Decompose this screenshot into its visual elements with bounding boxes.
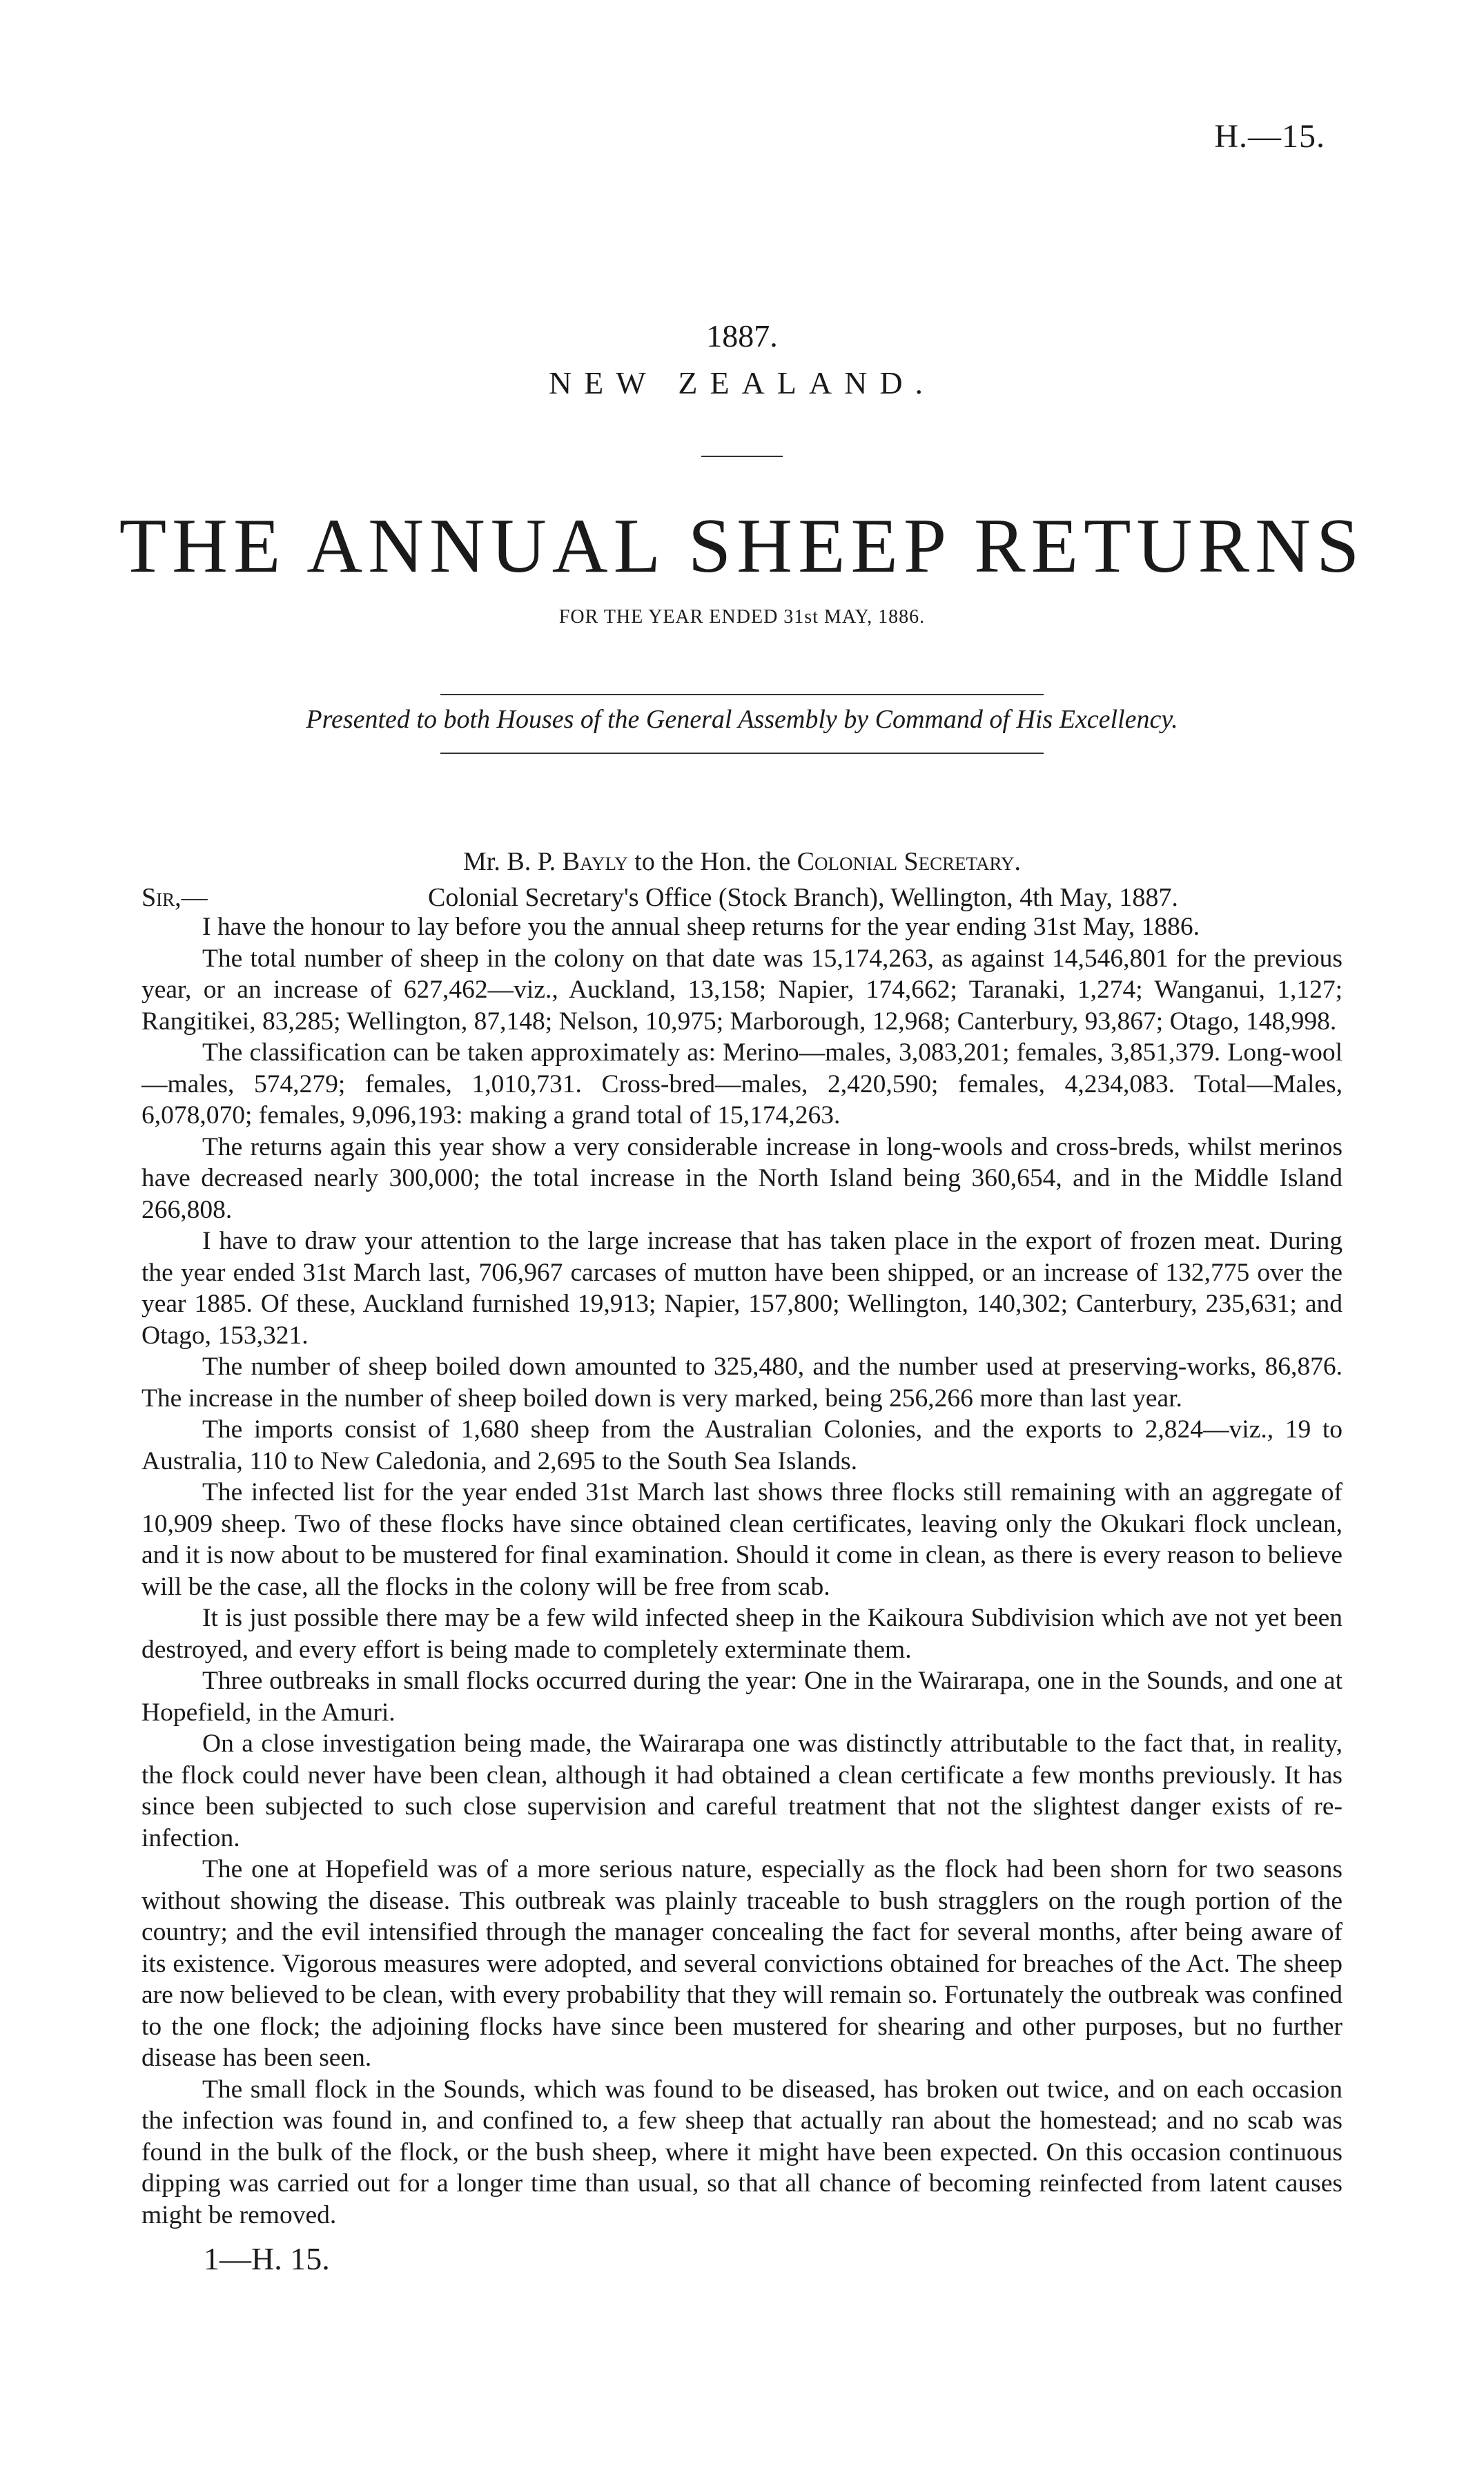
letter-from-prefix: Mr. B. P.: [463, 847, 563, 876]
paragraph: The classification can be taken approximately as: Merino—males, 3,083,201; females, 3,851,379. Long-wool—males, 574,279; females, 1,010,731. Cross-bred—males, 2,420,590; females, 4,234,083. Total—Males, 6,078,070; females, 9,096,193: making a grand total of 15,174,263.: [141, 1038, 1343, 1130]
salutation: Sir,—: [141, 883, 208, 912]
paragraph: Three outbreaks in small flocks occurred during the year: One in the Wairarapa, one in the Sounds, and one at Hopefield, in the Amuri.: [141, 1667, 1343, 1727]
paragraph: I have to draw your attention to the large increase that has taken place in the export of frozen meat. During the year ended 31st March last, 706,967 carcases of mutton have been shipped, or an increase of 132,775 over the year 1885. Of these, Auckland furnished 19,913; Napier, 157,800; Wellington, 140,302; Canterbury, 235,631; and Otago, 153,321.: [141, 1227, 1343, 1350]
letter-from-name: Bayly: [562, 847, 628, 876]
paragraph: The returns again this year show a very considerable increase in long-wools and cross-breds, whilst merinos have decreased nearly 300,000; the total increase in the North Island being 360,654, and in the Middle Island 266,808.: [141, 1132, 1343, 1224]
paragraph: The imports consist of 1,680 sheep from the Australian Colonies, and the exports to 2,824—viz., 19 to Australia, 110 to New Caledonia, and 2,695 to the South Sea Islands.: [141, 1415, 1343, 1475]
document-reference: H.—15.: [1214, 118, 1325, 155]
letter-to-prefix: to the Hon. the: [627, 847, 797, 876]
paragraph: It is just possible there may be a few wild infected sheep in the Kaikoura Subdivision which ave not yet been destroyed, and every effort is being made to completely exterminate them.: [141, 1604, 1343, 1664]
letter-to-name: Colonial Secretary: [797, 847, 1015, 876]
letter-heading: [0, 846, 1484, 877]
paragraph: On a close investigation being made, the Wairarapa one was distinctly attributable to the fact that, in reality, the flock could never have been clean, although it had obtained a clean certificate a few months previously. It has since been subjected to such close supervision and careful treatment that not the slightest danger exists of re-infection.: [141, 1729, 1343, 1852]
document-year: 1887.: [706, 318, 778, 353]
short-divider: [701, 456, 783, 457]
letter-address: Colonial Secretary's Office (Stock Branch), Wellington, 4th May, 1887.: [428, 883, 1178, 912]
presented-note: Presented to both Houses of the General Assembly by Command of His Excellency.: [306, 705, 1178, 734]
upper-divider: [440, 694, 1044, 695]
paragraph: The infected list for the year ended 31st March last shows three flocks still remaining with an aggregate of 10,909 sheep. Two of these flocks have since obtained clean certificates, leaving only the Okukari flock unclean, and it is now about to be mustered for final examination. Should it come in clean, as there is every reason to believe will be the case, all the flocks in the colony will be free from scab.: [141, 1478, 1343, 1601]
document-subtitle: FOR THE YEAR ENDED 31st MAY, 1886.: [558, 606, 926, 628]
paragraph: The small flock in the Sounds, which was found to be diseased, has broken out twice, and on each occasion the infection was found in, and confined to, a few sheep that actually ran about the homestead; and no scab was found in the bulk of the flock, or the bush sheep, where it might have been expected. On this occasion continuous dipping was carried out for a longer time than usual, so that all chance of becoming reinfected from latent causes might be removed.: [141, 2075, 1343, 2229]
paragraph: The one at Hopefield was of a more serious nature, especially as the flock had been shorn for two seasons without showing the disease. This outbreak was plainly traceable to bush stragglers on the rough portion of the country; and the evil intensified through the manager concealing the fact for several months, after being aware of its existence. Vigorous measures were adopted, and several convictions obtained for breaches of the Act. The sheep are now believed to be clean, with every probability that they will remain so. Fortunately the outbreak was confined to the one flock; the adjoining flocks have since been mustered for shearing and other purposes, but no further disease has been seen.: [141, 1855, 1343, 2072]
paragraph: I have the honour to lay before you the annual sheep returns for the year ending 31st May, 1886.: [202, 913, 1200, 941]
country-heading: NEW ZEALAND.: [548, 365, 936, 400]
letter-body: [141, 911, 1343, 2231]
paragraph: The number of sheep boiled down amounted to 325,480, and the number used at preserving-works, 86,876. The increase in the number of sheep boiled down is very marked, being 256,266 more than last year.: [141, 1353, 1343, 1413]
lower-divider: [440, 753, 1044, 754]
page-signature-mark: 1—H. 15.: [204, 2241, 330, 2276]
letter-to-suffix: .: [1014, 847, 1021, 876]
document-title: THE ANNUAL SHEEP RETURNS: [119, 503, 1365, 589]
paragraph: The total number of sheep in the colony on that date was 15,174,263, as against 14,546,801 for the previous year, or an increase of 627,462—viz., Auckland, 13,158; Napier, 174,662; Taranaki, 1,274; Wanganui, 1,127; Rangitikei, 83,285; Wellington, 87,148; Nelson, 10,975; Marborough, 12,968; Canterbury, 93,867; Otago, 148,998.: [141, 944, 1343, 1036]
